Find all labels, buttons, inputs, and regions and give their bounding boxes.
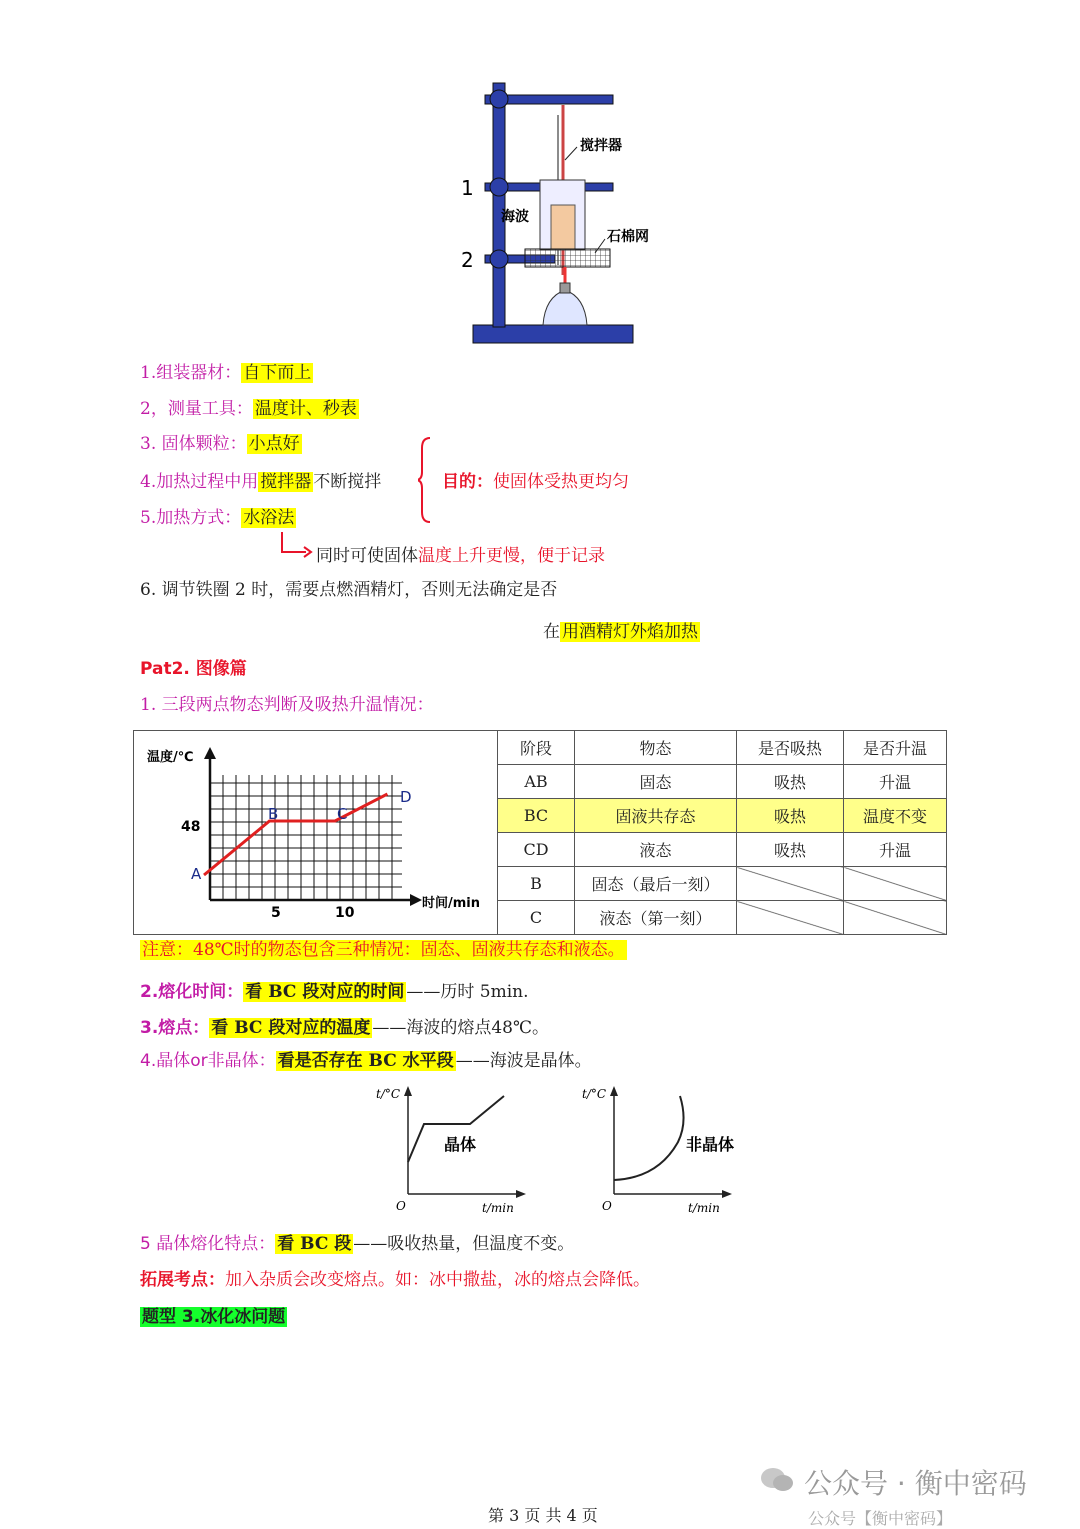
crystal-graph [372, 1082, 532, 1217]
header-absorb: 是否吸热 [737, 731, 844, 765]
stirrer-label: 搅拌器 [580, 138, 622, 154]
cell: B [498, 867, 575, 901]
cell-empty [844, 867, 947, 901]
arrow-note-red: 温度上升更慢，便于记录 [418, 546, 605, 566]
table-row [498, 765, 947, 799]
point-a: A [191, 865, 202, 883]
cell-empty [737, 901, 844, 935]
cell: 升温 [844, 765, 947, 799]
crystal-x-label: t/min [482, 1201, 514, 1215]
watermark-line1: 公众号 · 衡中密码 [804, 1467, 1027, 1500]
purpose [442, 469, 629, 495]
table-row [498, 833, 947, 867]
cell-empty [844, 901, 947, 935]
q4-value: 看是否存在 BC 水平段 [277, 1051, 454, 1071]
q2-value: 看 BC 段对应的时间 [245, 982, 405, 1002]
crystal-y-label: t/°C [376, 1087, 401, 1101]
cell: 吸热 [737, 833, 844, 867]
q4-label: 4.晶体or非晶体： [140, 1051, 276, 1071]
note-4-suffix: 不断搅拌 [313, 472, 382, 492]
q3-value: 看 BC 段对应的温度 [211, 1018, 371, 1038]
cell: 温度不变 [844, 799, 947, 833]
amorphous-name: 非晶体 [686, 1135, 735, 1154]
cell: 固态（最后一刻） [575, 867, 737, 901]
cell: C [498, 901, 575, 935]
q4-suffix: ——海波是晶体。 [455, 1051, 592, 1071]
purpose-text: 使固体受热更均匀 [493, 472, 629, 492]
amorphous-graph [578, 1082, 738, 1217]
part2-q1: 1. 三段两点物态判断及吸热升温情况： [140, 695, 434, 715]
note-3-label: 3. 固体颗粒： [140, 434, 247, 454]
q3-suffix: ——海波的熔点48℃。 [372, 1018, 550, 1038]
arrow-note-prefix: 同时可使固体 [316, 546, 418, 566]
q5-label: 5 晶体熔化特点： [140, 1234, 276, 1254]
apparatus-figure [455, 75, 655, 350]
table-row [498, 867, 947, 901]
crystal-origin: O [396, 1199, 406, 1213]
note-1-label: 1.组装器材： [140, 363, 242, 383]
cell: 升温 [844, 833, 947, 867]
ring2-label: 2 [461, 248, 474, 272]
cell: CD [498, 833, 575, 867]
x-tick-10: 10 [335, 905, 355, 921]
point-c: C [337, 805, 348, 823]
cell: BC [498, 799, 575, 833]
page-footer: 第 3 页 共 4 页 [488, 1506, 598, 1525]
crystal-name: 晶体 [444, 1135, 477, 1154]
cell: 液态（第一刻） [575, 901, 737, 935]
note-5-label: 5.加热方式： [140, 508, 242, 528]
extension [140, 1267, 650, 1293]
q2 [140, 979, 529, 1005]
cell: 吸热 [737, 799, 844, 833]
purpose-label: 目的： [442, 472, 493, 492]
state-table [497, 730, 947, 935]
gauze-label: 石棉网 [607, 229, 649, 245]
cell-empty [737, 867, 844, 901]
note-6-line2-value: 用酒精灯外焰加热 [562, 622, 698, 642]
attention-text: 注意：48℃时的物态包含三种情况：固态、固液共存态和液态。 [142, 940, 625, 960]
topic3-title: 题型 3.冰化冰问题 [142, 1307, 286, 1327]
q2-suffix: ——历时 5min. [406, 982, 529, 1002]
note-1 [140, 360, 313, 386]
note-5 [140, 505, 296, 531]
note-3 [140, 431, 302, 457]
brace-icon [418, 436, 440, 524]
note-6-line1: 6. 调节铁圈 2 时，需要点燃酒精灯，否则无法确定是否 [140, 580, 558, 600]
extension-text: 加入杂质会改变熔点。如：冰中撒盐，冰的熔点会降低。 [225, 1270, 650, 1290]
header-stage: 阶段 [498, 731, 575, 765]
note-4-value: 搅拌器 [260, 472, 312, 492]
note-2 [140, 396, 359, 422]
point-b: B [268, 805, 279, 823]
note-6 [140, 577, 557, 603]
note-2-value: 温度计、秒表 [254, 399, 357, 419]
x-tick-5: 5 [271, 905, 281, 921]
note-4-prefix: 4.加热过程中用 [140, 472, 259, 492]
note-4 [140, 469, 381, 495]
header-state: 物态 [575, 731, 737, 765]
amorphous-origin: O [602, 1199, 612, 1213]
x-axis-label: 时间/min [422, 896, 481, 911]
note-3-value: 小点好 [248, 434, 300, 454]
wechat-icon [760, 1466, 794, 1494]
part2-title: Pat2. 图像篇 [140, 659, 247, 679]
amorphous-x-label: t/min [688, 1201, 720, 1215]
table-header-row [498, 731, 947, 765]
y-tick-48: 48 [181, 819, 201, 835]
watermark-line2: 公众号【衡中密码】 [808, 1509, 953, 1528]
substance-label: 海波 [501, 209, 529, 225]
amorphous-y-label: t/°C [582, 1087, 607, 1101]
point-d: D [400, 788, 412, 806]
q3-label: 3.熔点： [140, 1018, 210, 1038]
note-6-line2-prefix: 在 [543, 622, 560, 642]
note-1-value: 自下而上 [243, 363, 312, 383]
note-2-label: 2，测量工具： [140, 399, 253, 419]
attention [140, 937, 627, 963]
header-temp: 是否升温 [844, 731, 947, 765]
arrow-icon [278, 530, 314, 560]
cell: 固液共存态 [575, 799, 737, 833]
q5 [140, 1231, 574, 1257]
cell: 液态 [575, 833, 737, 867]
main-graph [140, 735, 495, 930]
q5-value: 看 BC 段 [277, 1234, 352, 1254]
q3 [140, 1015, 549, 1041]
table-row [498, 799, 947, 833]
q5-suffix: ——吸收热量，但温度不变。 [353, 1234, 575, 1254]
cell: AB [498, 765, 575, 799]
arrow-note [316, 543, 605, 569]
table-row [498, 901, 947, 935]
q2-label: 2.熔化时间： [140, 982, 244, 1002]
cell: 固态 [575, 765, 737, 799]
ring1-label: 1 [461, 176, 474, 200]
q4 [140, 1048, 592, 1074]
cell: 吸热 [737, 765, 844, 799]
note-5-value: 水浴法 [243, 508, 295, 528]
topic3 [140, 1304, 287, 1330]
extension-label: 拓展考点： [140, 1270, 225, 1290]
y-axis-label: 温度/℃ [147, 750, 194, 765]
note-6-cont [543, 619, 700, 645]
